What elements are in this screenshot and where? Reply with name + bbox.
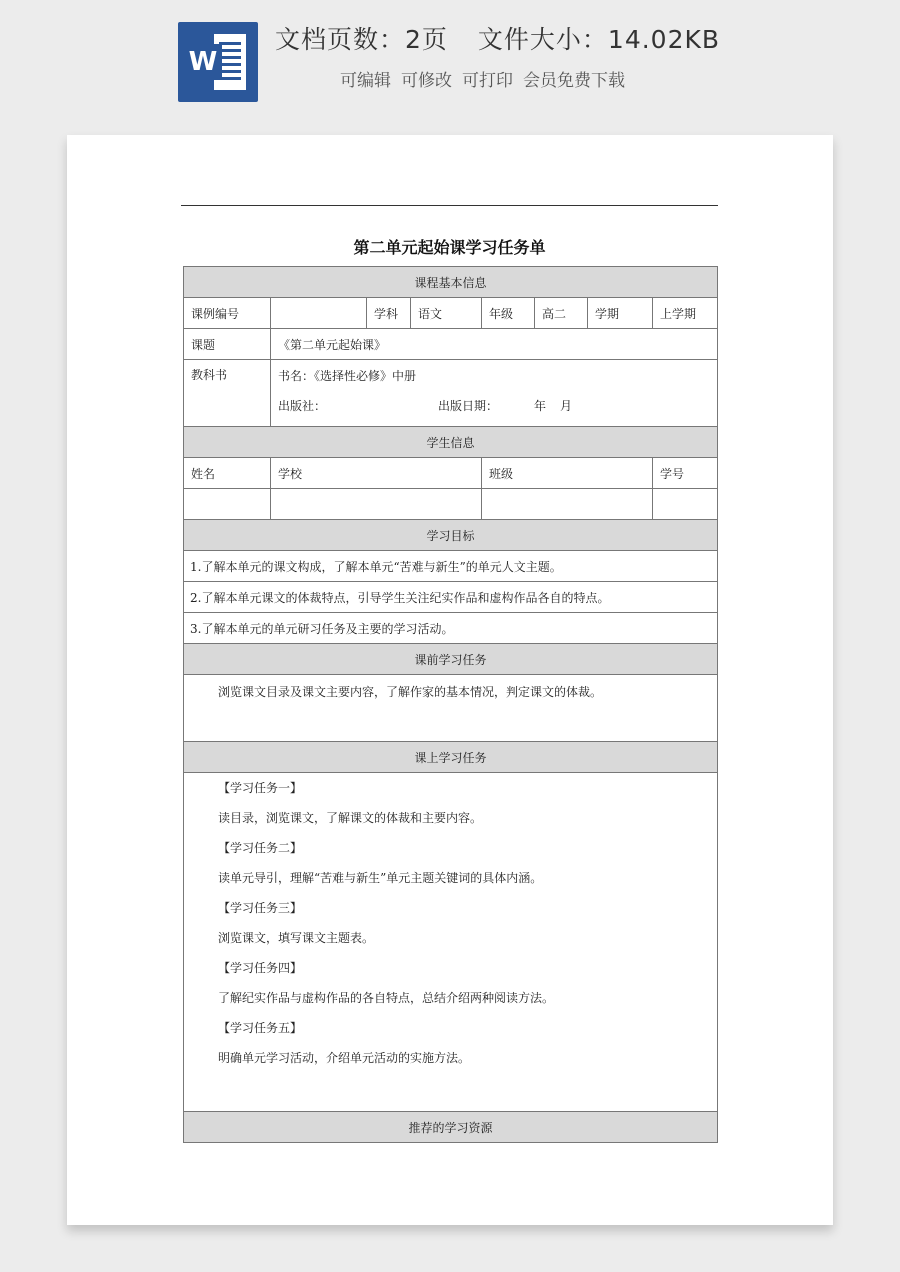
task-4-heading: 【学习任务四】: [218, 961, 303, 975]
in-class-row: [184, 773, 718, 1112]
goal-item-2: 2.了解本单元课文的体裁特点，引导学生关注纪实作品和虚构作品各自的特点。: [184, 582, 718, 613]
goal-row: [184, 613, 718, 644]
pre-class-row: [184, 675, 718, 742]
task-sheet-table: [183, 266, 718, 1143]
task-3-heading: 【学习任务三】: [218, 901, 303, 915]
student-label-row: [184, 458, 718, 489]
feature-modifiable: 可修改: [401, 71, 452, 91]
task-2-heading: 【学习任务二】: [218, 841, 303, 855]
task-4-text: 了解纪实作品与虚构作品的各自特点，总结介绍两种阅读方法。: [218, 991, 555, 1005]
task-1-text: 读目录，浏览课文，了解课文的体裁和主要内容。: [218, 811, 483, 825]
month-label: 月: [560, 399, 573, 413]
word-file-icon: [178, 22, 258, 102]
goal-row: [184, 582, 718, 613]
page-count: 文档页数：2页: [275, 25, 448, 54]
task-2-text: 读单元导引，理解“苦难与新生”单元主题关键词的具体内涵。: [218, 871, 543, 885]
student-info-header: 学生信息: [184, 427, 718, 458]
student-value-row: [184, 489, 718, 520]
section-header: [184, 267, 718, 298]
goals-header: 学习目标: [184, 520, 718, 551]
topic-label: 课题: [184, 329, 271, 360]
pre-class-text: 浏览课文目录及课文主要内容，了解作家的基本情况，判定课文的体裁。: [184, 675, 718, 742]
term-value: 上学期: [653, 298, 718, 329]
subject-label: 学科: [367, 298, 411, 329]
feature-printable: 可打印: [462, 71, 513, 91]
course-row: [184, 298, 718, 329]
in-class-header: 课上学习任务: [184, 742, 718, 773]
case-no-label: 课例编号: [184, 298, 271, 329]
feature-member-download: 会员免费下载: [523, 71, 625, 91]
term-label: 学期: [588, 298, 653, 329]
task-5-heading: 【学习任务五】: [218, 1021, 303, 1035]
goal-row: [184, 551, 718, 582]
file-stats: [275, 20, 720, 56]
case-no-value: [271, 298, 367, 329]
name-value: [184, 489, 271, 520]
feature-list: [340, 66, 625, 91]
section-header: [184, 1112, 718, 1143]
task-3-text: 浏览课文，填写课文主题表。: [218, 931, 375, 945]
year-label: 年: [534, 399, 547, 413]
in-class-tasks: [184, 773, 718, 1112]
section-header: [184, 427, 718, 458]
class-label: 班级: [482, 458, 653, 489]
goal-item-1: 1.了解本单元的课文构成，了解本单元“苦难与新生”的单元人文主题。: [184, 551, 718, 582]
grade-value: 高二: [535, 298, 588, 329]
class-value: [482, 489, 653, 520]
feature-editable: 可编辑: [340, 71, 391, 91]
basic-info-header: 课程基本信息: [184, 267, 718, 298]
pre-class-header: 课前学习任务: [184, 644, 718, 675]
student-id-value: [653, 489, 718, 520]
section-header: [184, 520, 718, 551]
header-rule: [181, 205, 718, 206]
grade-label: 年级: [482, 298, 535, 329]
textbook-label: 教科书: [184, 360, 271, 427]
school-label: 学校: [271, 458, 482, 489]
task-5-text: 明确单元学习活动，介绍单元活动的实施方法。: [218, 1051, 471, 1065]
section-header: [184, 742, 718, 773]
publisher-line: [278, 396, 710, 426]
topic-value: 《第二单元起始课》: [271, 329, 718, 360]
document-title: 第二单元起始课学习任务单: [353, 238, 546, 257]
textbook-details: [271, 360, 718, 427]
book-name: 书名：《选择性必修》中册: [278, 369, 417, 383]
topic-row: [184, 329, 718, 360]
resources-header: 推荐的学习资源: [184, 1112, 718, 1143]
task-1-heading: 【学习任务一】: [218, 781, 303, 795]
pub-date-label: 出版日期：: [438, 399, 499, 413]
section-header: [184, 644, 718, 675]
name-label: 姓名: [184, 458, 271, 489]
document-page: [67, 135, 833, 1225]
word-letter-icon: W: [184, 44, 222, 80]
textbook-row: [184, 360, 718, 427]
student-id-label: 学号: [653, 458, 718, 489]
subject-value: 语文: [411, 298, 482, 329]
download-banner: [0, 0, 900, 110]
publisher-label: 出版社：: [278, 399, 327, 413]
goal-item-3: 3.了解本单元的单元研习任务及主要的学习活动。: [184, 613, 718, 644]
school-value: [271, 489, 482, 520]
file-size: 文件大小：14.02KB: [477, 25, 721, 54]
